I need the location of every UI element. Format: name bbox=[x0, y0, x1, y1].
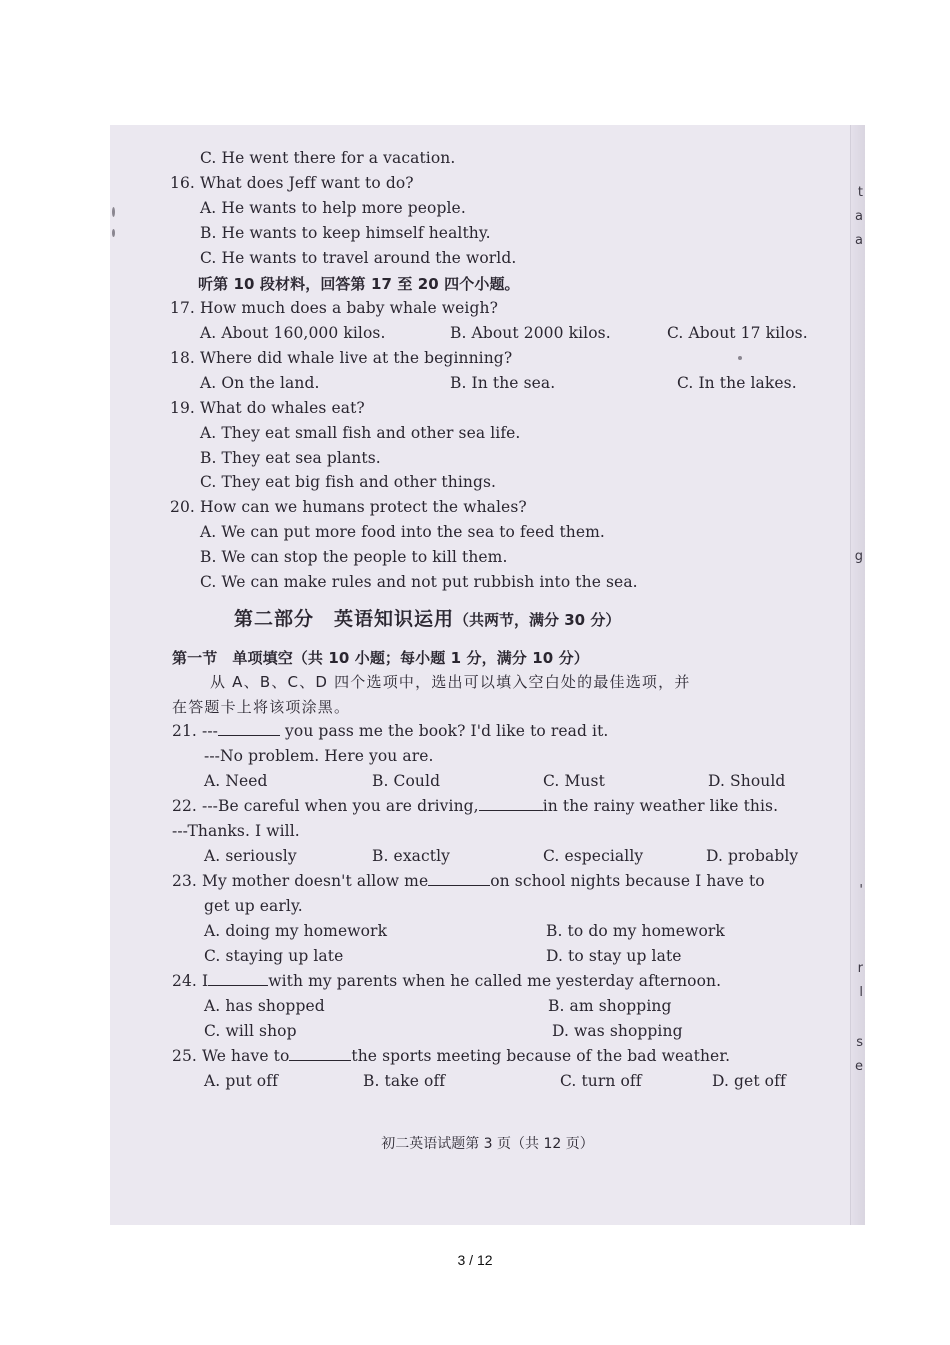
answer-blank bbox=[428, 873, 490, 886]
question-23-post: on school nights because I have to bbox=[490, 872, 765, 890]
option-25c: C. turn off bbox=[560, 1072, 642, 1090]
option-23a: A. doing my homework bbox=[204, 922, 388, 940]
exam-page-footer: 初二英语试题第 3 页（共 12 页） bbox=[381, 1136, 594, 1152]
question-22-post: in the rainy weather like this. bbox=[542, 797, 779, 815]
option-18b: B. In the sea. bbox=[450, 374, 556, 392]
edge-mark: t bbox=[857, 185, 863, 200]
option-15c: C. He went there for a vacation. bbox=[200, 149, 456, 167]
part-two-title-sub: （共两节，满分 30 分） bbox=[454, 611, 621, 629]
option-16b: B. He wants to keep himself healthy. bbox=[200, 224, 491, 242]
option-19c: C. They eat big fish and other things. bbox=[200, 473, 497, 491]
part-two-title bbox=[234, 604, 620, 631]
scan-speck bbox=[112, 229, 115, 237]
option-22b: B. exactly bbox=[372, 847, 451, 865]
part-two-title-main: 第二部分 英语知识运用 bbox=[234, 608, 455, 630]
option-16c: C. He wants to travel around the world. bbox=[200, 249, 517, 267]
option-20b: B. We can stop the people to kill them. bbox=[200, 548, 508, 566]
scan-speck bbox=[112, 207, 115, 217]
question-25 bbox=[172, 1047, 730, 1065]
option-20c: C. We can make rules and not put rubbish into the sea. bbox=[200, 573, 638, 591]
edge-mark: g bbox=[854, 549, 863, 564]
question-18: 18. Where did whale live at the beginning? bbox=[170, 349, 513, 367]
answer-blank bbox=[289, 1048, 351, 1061]
option-21b: B. Could bbox=[372, 772, 441, 790]
edge-mark: l bbox=[859, 985, 863, 1000]
question-21 bbox=[172, 722, 608, 740]
option-19a: A. They eat small fish and other sea life. bbox=[200, 424, 521, 442]
scanned-exam-page bbox=[110, 125, 865, 1225]
option-23c: C. staying up late bbox=[204, 947, 344, 965]
option-19b: B. They eat sea plants. bbox=[200, 449, 381, 467]
question-23 bbox=[172, 872, 765, 890]
question-25-pre: 25. We have to bbox=[172, 1047, 290, 1065]
question-22 bbox=[172, 797, 778, 815]
option-20a: A. We can put more food into the sea to feed them. bbox=[200, 523, 605, 541]
option-22a: A. seriously bbox=[204, 847, 297, 865]
question-25-post: the sports meeting because of the bad weather. bbox=[351, 1047, 731, 1065]
instructions-line-2: 在答题卡上将该项涂黑。 bbox=[172, 698, 351, 716]
edge-mark: a bbox=[855, 233, 863, 248]
question-22-pre: 22. ---Be careful when you are driving, bbox=[172, 797, 479, 815]
instructions-line-1: 从 A、B、C、D 四个选项中，选出可以填入空白处的最佳选项，并 bbox=[210, 673, 691, 691]
option-24c: C. will shop bbox=[204, 1022, 297, 1040]
question-16: 16. What does Jeff want to do? bbox=[170, 174, 414, 192]
option-23d: D. to stay up late bbox=[546, 947, 682, 965]
option-24d: D. was shopping bbox=[552, 1022, 683, 1040]
option-21d: D. Should bbox=[708, 772, 786, 790]
edge-mark: a bbox=[855, 209, 863, 224]
option-17c: C. About 17 kilos. bbox=[667, 324, 808, 342]
question-19: 19. What do whales eat? bbox=[170, 399, 365, 417]
option-22c: C. especially bbox=[543, 847, 644, 865]
option-25a: A. put off bbox=[204, 1072, 278, 1090]
option-18c: C. In the lakes. bbox=[677, 374, 797, 392]
question-22-reply: ---Thanks. I will. bbox=[172, 822, 300, 840]
scan-speck bbox=[738, 356, 742, 360]
section-10-instruction: 听第 10 段材料，回答第 17 至 20 四个小题。 bbox=[198, 275, 520, 293]
option-24a: A. has shopped bbox=[204, 997, 325, 1015]
edge-mark: r bbox=[857, 961, 863, 976]
scan-right-edge bbox=[850, 125, 865, 1225]
option-16a: A. He wants to help more people. bbox=[200, 199, 466, 217]
option-25d: D. get off bbox=[712, 1072, 786, 1090]
question-23-pre: 23. My mother doesn't allow me bbox=[172, 872, 429, 890]
edge-mark: s bbox=[856, 1035, 863, 1050]
question-21-reply: ---No problem. Here you are. bbox=[204, 747, 434, 765]
option-22d: D. probably bbox=[706, 847, 799, 865]
answer-blank bbox=[479, 798, 543, 811]
section-one-title: 第一节 单项填空（共 10 小题；每小题 1 分，满分 10 分） bbox=[172, 649, 589, 667]
question-21-pre: 21. --- bbox=[172, 722, 218, 740]
question-17: 17. How much does a baby whale weigh? bbox=[170, 299, 498, 317]
edge-mark: e bbox=[855, 1059, 863, 1074]
question-21-post: you pass me the book? I'd like to read it. bbox=[280, 722, 609, 740]
option-21a: A. Need bbox=[204, 772, 268, 790]
option-17b: B. About 2000 kilos. bbox=[450, 324, 611, 342]
question-24-post: with my parents when he called me yesterday afternoon. bbox=[268, 972, 722, 990]
option-17a: A. About 160,000 kilos. bbox=[200, 324, 386, 342]
option-24b: B. am shopping bbox=[548, 997, 672, 1015]
option-21c: C. Must bbox=[543, 772, 605, 790]
answer-blank bbox=[218, 723, 280, 736]
question-23-continued: get up early. bbox=[204, 897, 303, 915]
answer-blank bbox=[208, 973, 268, 986]
question-20: 20. How can we humans protect the whales? bbox=[170, 498, 527, 516]
edge-mark: ' bbox=[859, 883, 863, 898]
question-24 bbox=[172, 972, 721, 990]
option-25b: B. take off bbox=[363, 1072, 446, 1090]
question-24-pre: 24. I bbox=[172, 972, 209, 990]
option-18a: A. On the land. bbox=[200, 374, 320, 392]
option-23b: B. to do my homework bbox=[546, 922, 725, 940]
page-number: 3 / 12 bbox=[457, 1252, 493, 1268]
